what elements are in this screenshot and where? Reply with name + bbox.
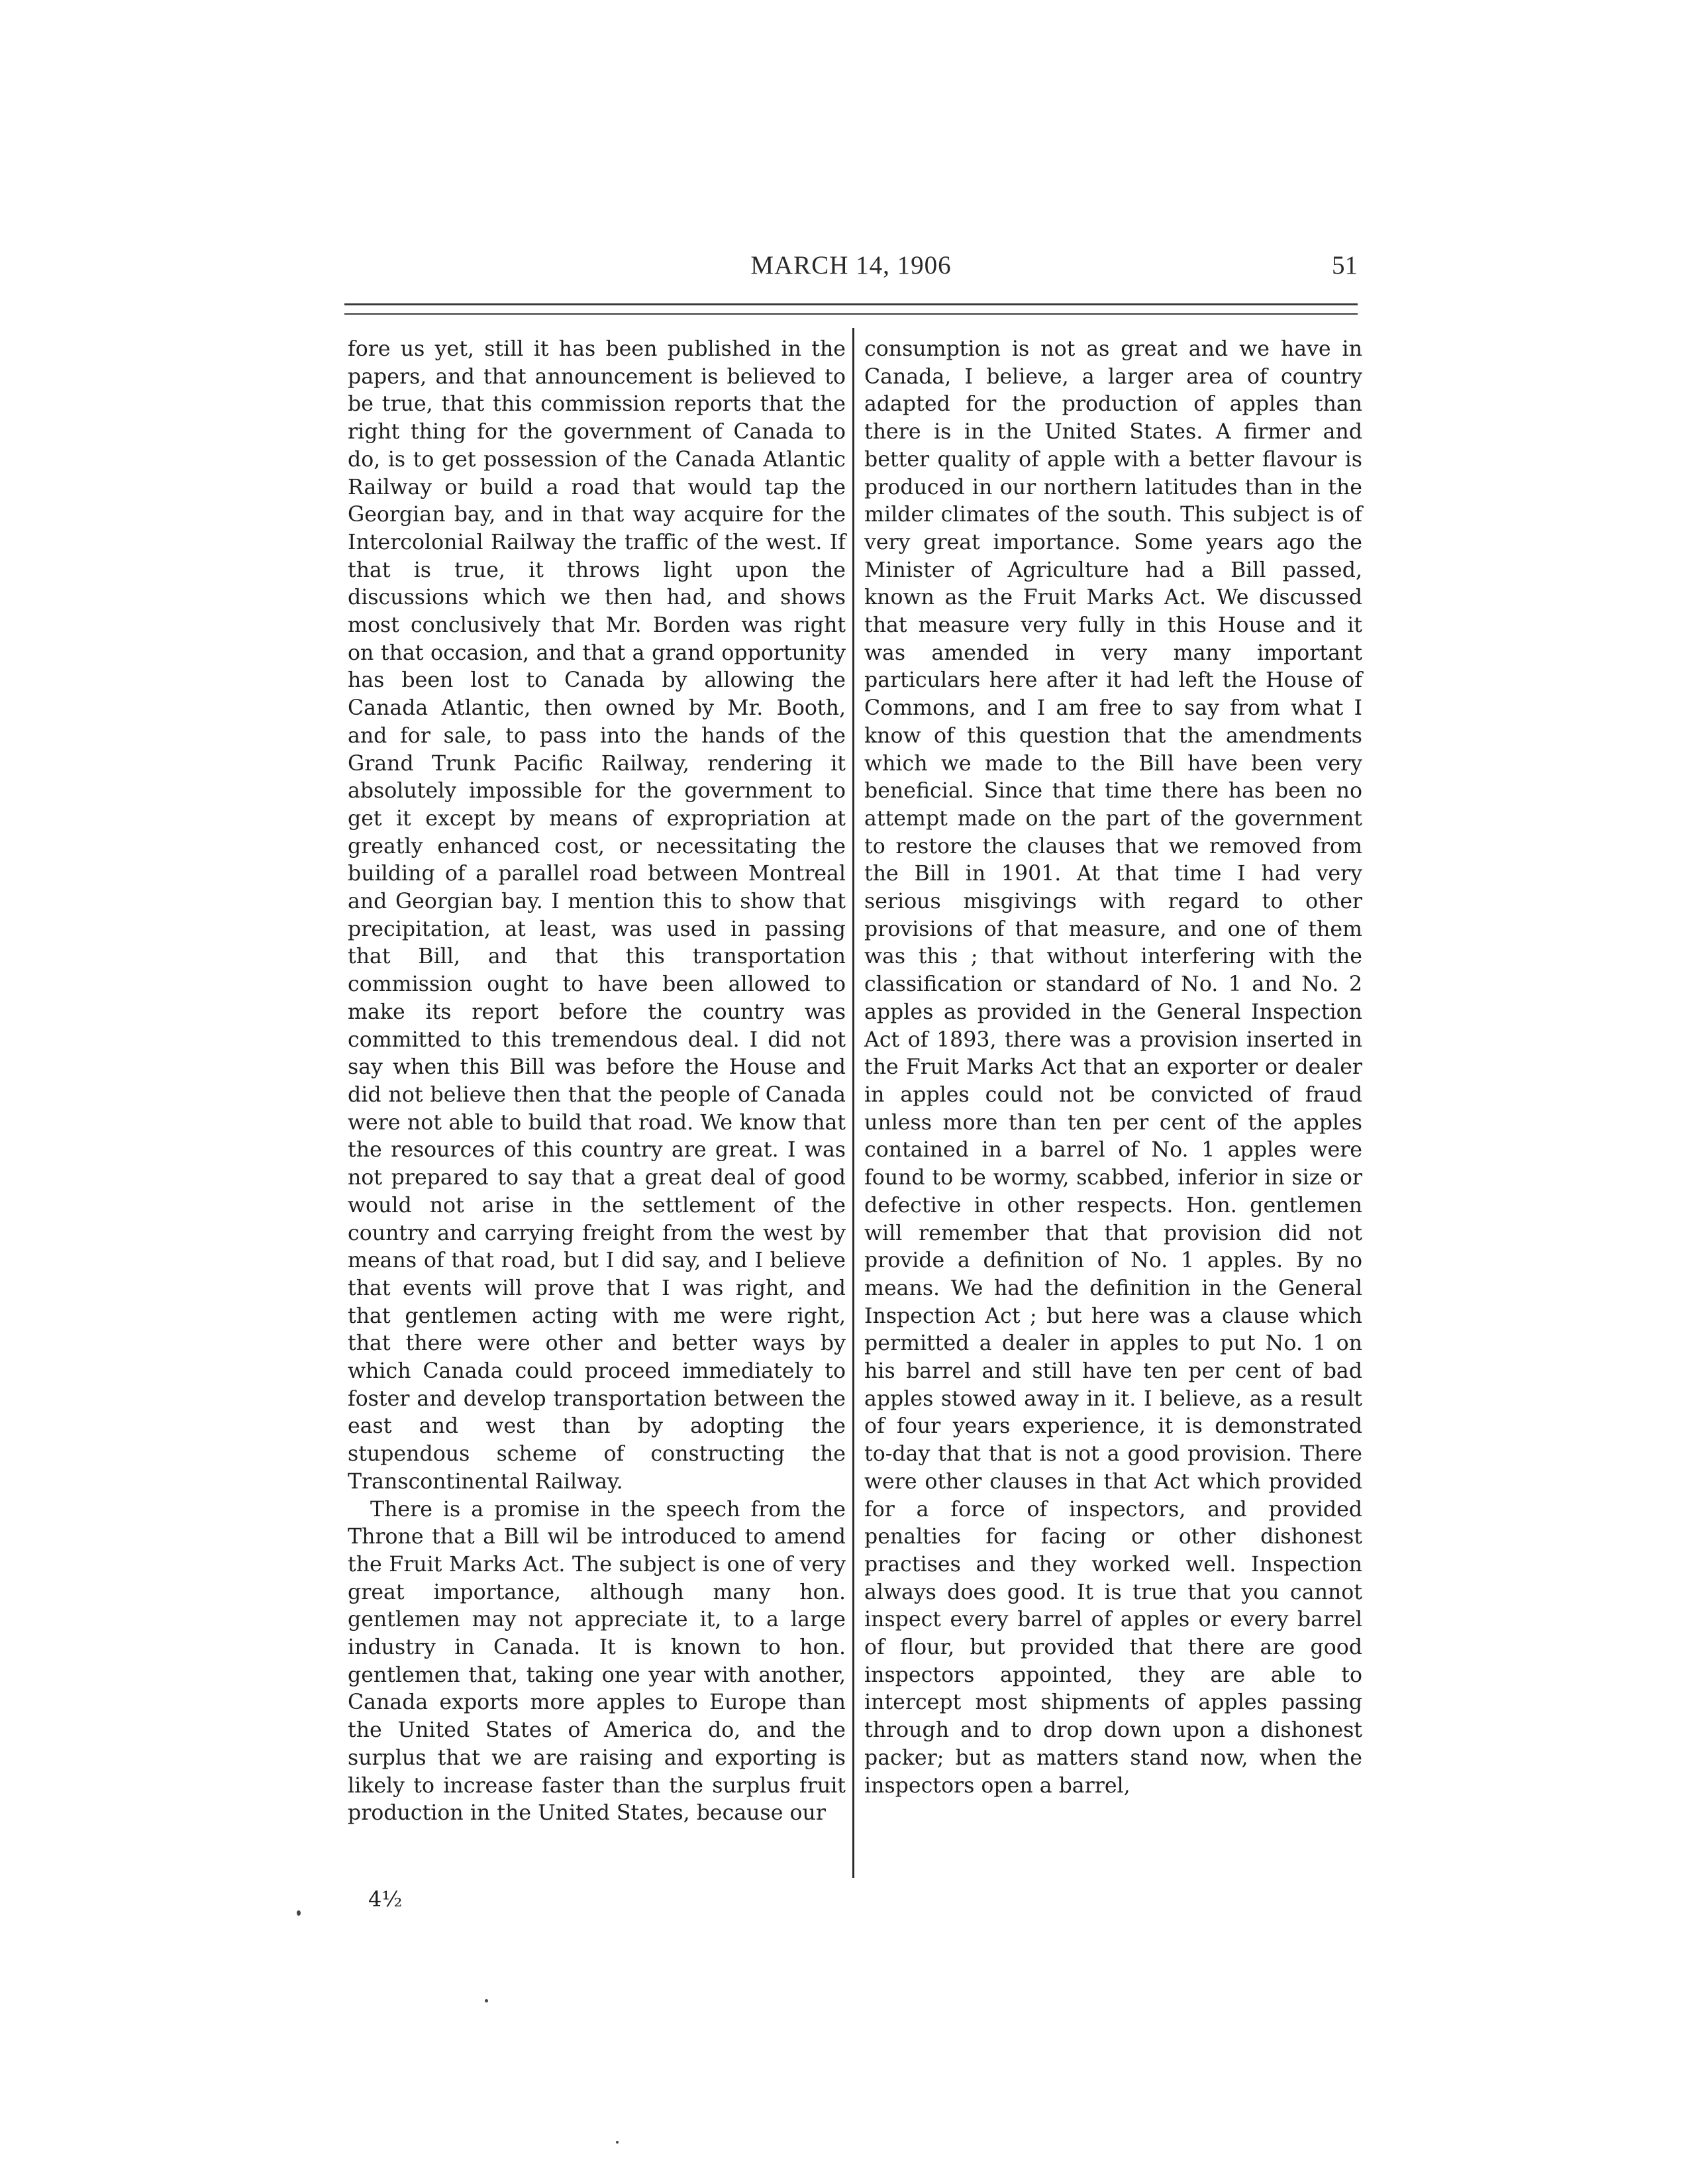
header-rule-top [344,303,1358,305]
scan-speck [485,1999,488,2002]
left-paragraph-1: fore us yet, still it has been published in the papers, and that announcement is believed to be true, that this commission reports that the right thing for the government of Canada to do, is to get possession of the Canada Atlantic Railway or build a road that would tap the Georgian bay, and in that way acquire for the Intercolonial Railway the traffic of the west. If that is true, it throws light upon the discussions which we then had, and shows most conclusively that Mr. Borden was right on that occasion, and that a grand opportunity has been lost to Canada by allowing the Canada Atlantic, then owned by Mr. Booth, and for sale, to pass into the hands of the Grand Trunk Pacific Railway, rendering it absolutely impossible for the government to get it except by means of expropriation at greatly enhanced cost, or necessitating the building of a parallel road between Montreal and Georgian bay. I mention this to show that precipitation, at least, was used in passing that Bill, and that this transportation commission ought to have been allowed to make its report before the country was committed to this tremendous deal. I did not say when this Bill was before the House and did not believe then that the people of Canada were not able to build that road. We know that the resources of this country are great. I was not prepared to say that a great deal of good would not arise in the settlement of the country and carrying freight from the west by means of that road, but I did say, and I believe that events will prove that I was right, and that gentlemen acting with me were right, that there were other and better ways by which Canada could proceed immediately to foster and develop transportation between the east and west than by adopting the stupendous scheme of constructing the Transcontinental Railway. [348,337,846,1494]
column-divider [852,328,854,1878]
scan-speck [297,1910,301,1916]
left-paragraph-2: There is a promise in the speech from the Throne that a Bill wil be introduced to amend the Fruit Marks Act. The subject is one of very great importance, although many hon. gentlemen may not appreciate it, to a large industry in Canada. It is known to hon. gentlemen that, taking one year with another, Canada exports more apples to Europe than the United States of America do, and the surplus that we are raising and exporting is likely to increase faster than the surplus fruit production in the United States, because our [348,1497,846,1826]
header-rule-bottom [344,313,1358,315]
signature-mark: 4½ [368,1887,403,1912]
header-date: MARCH 14, 1906 [750,251,952,280]
right-paragraph-1: consumption is not as great and we have in Canada, I believe, a larger area of country adapted for the production of apples than there is in the United States. A firmer and better quality of apple with a better flavour is produced in our northern latitudes than in the milder climates of the south. This subject is of very great importance. Some years ago the Minister of Agriculture had a Bill passed, known as the Fruit Marks Act. We discussed that measure very fully in this House and it was amended in very many important particulars here after it had left the House of Commons, and I am free to say from what I know of this question that the amendments which we made to the Bill have been very beneficial. Since that time there has been no attempt made on the part of the government to restore the clauses that we removed from the Bill in 1901. At that time I had very serious misgivings with regard to other provisions of that measure, and one of them was this ; that without interfering with the classification or standard of No. 1 and No. 2 apples as provided in the General Inspection Act of 1893, there was a provision inserted in the Fruit Marks Act that an exporter or dealer in apples could not be convicted of fraud unless more than ten per cent of the apples contained in a barrel of No. 1 apples were found to be wormy, scabbed, inferior in size or defective in other respects. Hon. gentlemen will remember that that provision did not provide a definition of No. 1 apples. By no means. We had the definition in the General Inspection Act ; but here was a clause which permitted a dealer in apples to put No. 1 on his barrel and still have ten per cent of bad apples stowed away in it. I believe, as a result of four years experience, it is demonstrated to-day that that is not a good provision. There were other clauses in that Act which provided for a force of inspectors, and provided penalties for facing or other dishonest practises and they worked well. Inspection always does good. It is true that you cannot inspect every barrel of apples or every barrel of flour, but provided that there are good inspectors appointed, they are able to intercept most shipments of apples passing through and to drop down upon a dishonest packer; but as matters stand now, when the inspectors open a barrel, [864,337,1362,1798]
right-column [864,336,1362,1800]
scan-speck [616,2141,619,2144]
left-column [348,336,846,1828]
page-number: 51 [1332,251,1358,280]
page-header [344,250,1358,290]
